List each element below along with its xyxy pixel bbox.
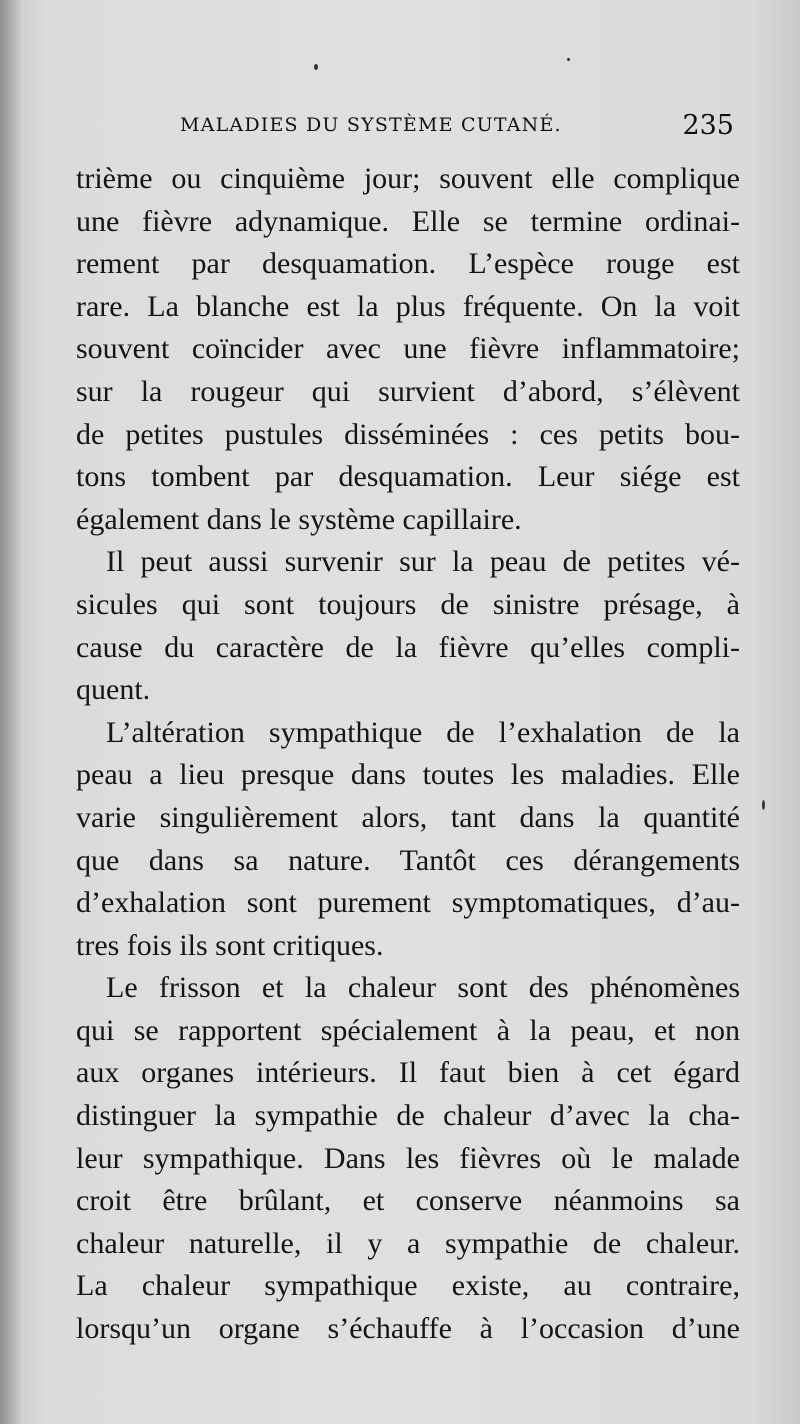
text-line: quent. [76, 673, 151, 707]
paper-speck [567, 58, 570, 61]
text-line: aux organes intérieurs. Il faut bien à cet égard [76, 1056, 740, 1090]
text-line: que dans sa nature. Tantôt ces dérangements [76, 843, 740, 877]
paragraph-2 [76, 541, 740, 711]
text-line: peau a lieu presque dans toutes les maladies. Elle [76, 758, 740, 792]
text-line: une fièvre adynamique. Elle se termine ordinai- [76, 204, 740, 238]
text-line: La chaleur sympathique existe, au contraire, [76, 1269, 740, 1303]
text-line: croit être brûlant, et conserve néanmoins sa [76, 1184, 740, 1218]
body-text [76, 158, 740, 1351]
running-title: MALADIES DU SYSTÈME CUTANÉ. [180, 114, 562, 136]
text-line: d’exhalation sont purement symptomatiques, d’au- [76, 886, 740, 920]
text-line: leur sympathique. Dans les fièvres où le malade [76, 1141, 740, 1175]
text-line: de petites pustules disséminées : ces petits bou- [76, 417, 740, 451]
paper-speck [314, 64, 318, 70]
text-line: lorsqu’un organe s’échauffe à l’occasion d’une [76, 1312, 740, 1346]
text-line: également dans le système capillaire. [76, 502, 522, 536]
text-line: tres fois ils sont critiques. [76, 928, 384, 962]
text-line: rare. La blanche est la plus fréquente. On la voit [76, 289, 740, 323]
text-line: varie singulièrement alors, tant dans la quantité [76, 800, 740, 834]
text-line: Le frisson et la chaleur sont des phénomènes [106, 971, 740, 1005]
page-header [180, 110, 740, 140]
text-line: chaleur naturelle, il y a sympathie de chaleur. [76, 1226, 740, 1260]
text-line: rement par desquamation. L’espèce rouge est [76, 247, 740, 281]
text-line: trième ou cinquième jour; souvent elle complique [76, 162, 740, 195]
text-line: distinguer la sympathie de chaleur d’avec la cha- [76, 1099, 740, 1133]
spine-shadow [0, 0, 22, 1424]
text-line: cause du caractère de la fièvre qu’elles compli- [76, 630, 740, 664]
text-line: sicules qui sont toujours de sinistre présage, à [76, 587, 740, 621]
page-number: 235 [682, 110, 734, 141]
text-line: qui se rapportent spécialement à la peau, et non [76, 1013, 740, 1047]
paragraph-3 [76, 712, 740, 968]
paper-speck [762, 800, 765, 810]
text-line: tons tombent par desquamation. Leur siége est [76, 460, 740, 494]
text-line: souvent coïncider avec une fièvre inflammatoire; [76, 332, 740, 366]
paragraph-4 [76, 967, 740, 1350]
text-line: Il peut aussi survenir sur la peau de petites vé- [106, 545, 740, 579]
text-line: L’altération sympathique de l’exhalation de la [106, 715, 740, 749]
text-line: sur la rougeur qui survient d’abord, s’élèvent [76, 374, 740, 408]
paragraph-1 [76, 158, 740, 541]
